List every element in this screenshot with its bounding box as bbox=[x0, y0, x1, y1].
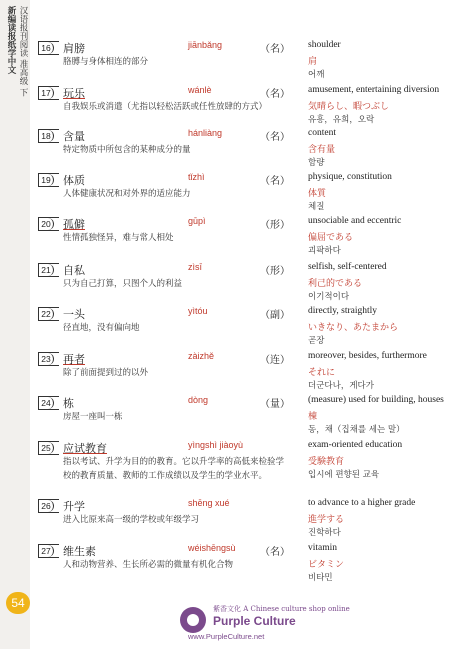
entry-korean: 곧장 bbox=[308, 336, 325, 346]
entry-number: 19 bbox=[38, 173, 59, 187]
entry-number: 27 bbox=[38, 544, 59, 558]
entry-definition: 只为自己打算，只图个人的利益 bbox=[63, 279, 183, 289]
entry-word: 自私 bbox=[63, 264, 85, 277]
entry-number: 25 bbox=[38, 441, 59, 455]
entry-korean: 더군다나，게다가 bbox=[308, 381, 374, 391]
entry-pinyin: gūpì bbox=[188, 216, 206, 226]
entry-korean: 동，채（집채를 세는 말） bbox=[308, 425, 405, 435]
entry-korean: 진학하다 bbox=[308, 528, 341, 538]
entry-japanese: ビタミン bbox=[308, 560, 345, 570]
entry-number: 17 bbox=[38, 86, 59, 100]
entry-pinyin: dòng bbox=[188, 395, 209, 405]
entry-word: 升学 bbox=[63, 500, 85, 513]
entry-number: 24 bbox=[38, 396, 59, 410]
entry-word: 再者 bbox=[63, 353, 85, 366]
entry-word: 栋 bbox=[63, 397, 74, 410]
entry-part-of-speech: （副） bbox=[260, 310, 290, 321]
entry-number: 23 bbox=[38, 352, 59, 366]
entry-japanese: 体質 bbox=[308, 189, 327, 199]
entry-english: (measure) used for building, houses bbox=[308, 395, 444, 405]
entry-japanese: 進学する bbox=[308, 515, 345, 525]
entry-word: 应试教育 bbox=[63, 442, 107, 455]
entry-english: vitamin bbox=[308, 543, 338, 553]
entry-word: 玩乐 bbox=[63, 87, 85, 100]
logo-name: Purple Culture bbox=[213, 614, 296, 628]
entry-part-of-speech: （名） bbox=[260, 176, 290, 187]
logo-icon bbox=[180, 607, 206, 633]
entry-korean: 함량 bbox=[308, 158, 325, 168]
entry-part-of-speech: （名） bbox=[260, 44, 290, 55]
entry-number: 16 bbox=[38, 41, 59, 55]
entry-pinyin: wánlè bbox=[188, 85, 212, 95]
entry-number: 18 bbox=[38, 129, 59, 143]
entry-pinyin: jiānbǎng bbox=[188, 40, 223, 50]
entry-pinyin: zàizhě bbox=[188, 351, 215, 361]
entry-japanese: 肩 bbox=[308, 57, 318, 67]
entry-word: 一头 bbox=[63, 308, 85, 321]
entry-pinyin: tǐzhì bbox=[188, 172, 205, 182]
entry-part-of-speech: （连） bbox=[260, 355, 290, 366]
entry-korean: 어깨 bbox=[308, 70, 325, 80]
entry-korean: 체질 bbox=[308, 202, 325, 212]
entry-korean: 입시에 편향된 교육 bbox=[308, 470, 380, 480]
entry-english: to advance to a higher grade bbox=[308, 498, 416, 508]
page-number: 54 bbox=[6, 592, 30, 614]
entry-word: 维生素 bbox=[63, 545, 96, 558]
spine-subtitle: 汉语报刊阅读 准高级 下 bbox=[18, 6, 28, 97]
entry-definition: 进入比原来高一级的学校或年级学习 bbox=[63, 515, 200, 525]
entry-part-of-speech: （名） bbox=[260, 547, 290, 558]
entry-english: directly, straightly bbox=[308, 306, 378, 316]
entry-english: selfish, self-centered bbox=[308, 262, 387, 272]
entry-pinyin: hánliàng bbox=[188, 128, 223, 138]
entry-definition: 人和动物营养、生长所必需的微量有机化合物 bbox=[63, 560, 234, 570]
entry-word: 体质 bbox=[63, 174, 85, 187]
entry-english: content bbox=[308, 128, 336, 138]
spine-title: 新编读报纸学中文 bbox=[6, 6, 16, 74]
entry-definition: 人体健康状况和对外界的适应能力 bbox=[63, 189, 191, 199]
entry-english: unsociable and eccentric bbox=[308, 216, 402, 226]
entry-japanese: 気晴らし、暇つぶし bbox=[308, 102, 390, 112]
publisher-logo bbox=[180, 604, 430, 644]
entry-number: 22 bbox=[38, 307, 59, 321]
entry-pinyin: yìngshì jiàoyù bbox=[188, 440, 244, 450]
logo-tagline: 紫香文化 A Chinese culture shop online bbox=[213, 605, 350, 613]
entry-word: 含量 bbox=[63, 130, 85, 143]
entry-part-of-speech: （名） bbox=[260, 89, 290, 100]
entry-pinyin: yìtóu bbox=[188, 306, 208, 316]
entry-korean: 이기적이다 bbox=[308, 292, 350, 302]
entry-japanese: 受験教育 bbox=[308, 457, 345, 467]
entry-definition: 径直地，没有偏向地 bbox=[63, 323, 140, 333]
entry-pinyin: wéishēngsù bbox=[188, 543, 236, 553]
entry-english: exam-oriented education bbox=[308, 440, 403, 450]
entry-definition: 房屋一座叫一栋 bbox=[63, 412, 123, 422]
entry-definition: 指以考试、升学为目的的教育。它以升学率的高低来检验学校的教育质量、教师的工作成绩以及学生的学业水平。 bbox=[63, 457, 285, 481]
entry-korean: 괴팍하다 bbox=[308, 246, 341, 256]
entry-english: shoulder bbox=[308, 40, 341, 50]
entry-korean: 비타민 bbox=[308, 573, 333, 583]
entry-word: 肩膀 bbox=[63, 42, 85, 55]
entry-definition: 除了前面提到过的以外 bbox=[63, 368, 149, 378]
entry-pinyin: zìsī bbox=[188, 262, 203, 272]
entry-part-of-speech: （形） bbox=[260, 266, 290, 277]
entry-definition: 性情孤独怪异，难与常人相处 bbox=[63, 233, 174, 243]
entry-japanese: 利己的である bbox=[308, 279, 363, 289]
entry-part-of-speech: （形） bbox=[260, 220, 290, 231]
left-margin-bar bbox=[0, 0, 30, 649]
entry-definition: 特定物质中所包含的某种成分的量 bbox=[63, 145, 191, 155]
entry-english: amusement, entertaining diversion bbox=[308, 85, 440, 95]
entry-japanese: それに bbox=[308, 368, 336, 378]
entry-english: moreover, besides, furthermore bbox=[308, 351, 427, 361]
entry-pinyin: shēng xué bbox=[188, 498, 230, 508]
entry-english: physique, constitution bbox=[308, 172, 392, 182]
entry-definition: 胳膊与身体相连的部分 bbox=[63, 57, 149, 67]
entry-part-of-speech: （名） bbox=[260, 132, 290, 143]
entry-part-of-speech: （量） bbox=[260, 399, 290, 410]
entry-japanese: 棟 bbox=[308, 412, 318, 422]
entry-number: 26 bbox=[38, 499, 59, 513]
entry-japanese: 含有量 bbox=[308, 145, 336, 155]
entry-number: 20 bbox=[38, 217, 59, 231]
logo-url: www.PurpleCulture.net bbox=[188, 632, 265, 641]
entry-word: 孤僻 bbox=[63, 218, 85, 231]
entry-japanese: 偏屈である bbox=[308, 233, 354, 243]
entry-korean: 유흥，유희，오락 bbox=[308, 115, 375, 125]
entry-definition: 自我娱乐或消遣（尤指以轻松活跃或任性放肆的方式） bbox=[63, 102, 268, 112]
entry-number: 21 bbox=[38, 263, 59, 277]
entry-japanese: いきなり、あたまから bbox=[308, 323, 399, 333]
